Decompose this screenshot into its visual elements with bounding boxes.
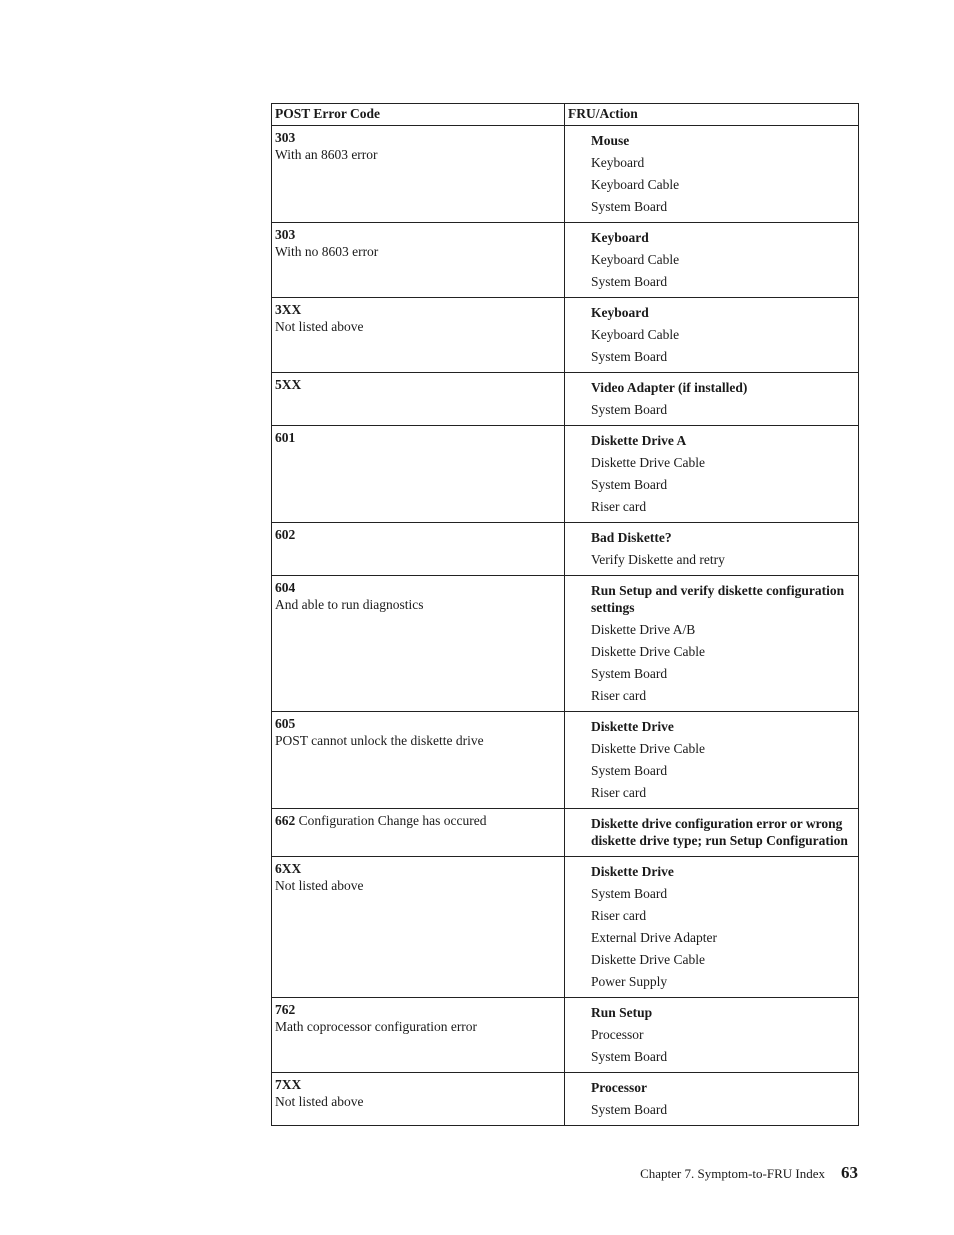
- fru-action-item: Diskette Drive Cable: [591, 952, 705, 967]
- fru-action-item: Riser card: [591, 908, 647, 923]
- error-code-cell: [272, 809, 565, 857]
- error-description: Math coprocessor configuration error: [275, 1019, 478, 1034]
- fru-action-item: Riser card: [591, 688, 647, 703]
- primary-fru-action: Diskette drive configuration error or wrong diskette drive type; run Setup Configuration: [591, 816, 848, 848]
- error-code-cell: [272, 1073, 565, 1126]
- table-row: [272, 712, 859, 809]
- error-description: With an 8603 error: [275, 147, 378, 162]
- fru-action-item: Verify Diskette and retry: [591, 552, 725, 567]
- fru-action-cell: [565, 523, 859, 576]
- error-code: 605: [275, 716, 296, 731]
- table-row: [272, 426, 859, 523]
- header-fru-action: FRU/Action: [565, 104, 859, 126]
- fru-action-item: System Board: [591, 349, 668, 364]
- table-row: [272, 857, 859, 998]
- fru-action-item: Keyboard: [591, 155, 645, 170]
- error-description: With no 8603 error: [275, 244, 379, 259]
- fru-action-cell: [565, 1073, 859, 1126]
- fru-action-cell: [565, 298, 859, 373]
- primary-fru-action: Video Adapter (if installed): [591, 380, 748, 395]
- fru-action-cell: [565, 857, 859, 998]
- error-code-cell: [272, 998, 565, 1073]
- primary-fru-action: Diskette Drive: [591, 864, 674, 879]
- error-description: Configuration Change has occured: [298, 813, 487, 828]
- error-code-cell: [272, 712, 565, 809]
- error-code-cell: [272, 223, 565, 298]
- table-row: [272, 223, 859, 298]
- error-description: POST cannot unlock the diskette drive: [275, 733, 484, 748]
- fru-action-cell: [565, 712, 859, 809]
- fru-action-item: External Drive Adapter: [591, 930, 717, 945]
- fru-action-cell: [565, 576, 859, 712]
- error-description: Not listed above: [275, 319, 364, 334]
- fru-action-item: Diskette Drive A/B: [591, 622, 696, 637]
- table-header-row: [272, 104, 859, 126]
- fru-action-item: System Board: [591, 666, 668, 681]
- fru-action-item: System Board: [591, 402, 668, 417]
- table-row: [272, 298, 859, 373]
- error-code: 601: [275, 430, 296, 445]
- fru-action-item: System Board: [591, 274, 668, 289]
- page-footer: [640, 1163, 858, 1184]
- fru-action-item: Processor: [591, 1027, 644, 1042]
- fru-action-cell: [565, 126, 859, 223]
- error-code: 604: [275, 580, 296, 595]
- primary-fru-action: Keyboard: [591, 230, 649, 245]
- table-row: [272, 809, 859, 857]
- error-code: 6XX: [275, 861, 302, 876]
- fru-action-item: Riser card: [591, 785, 647, 800]
- primary-fru-action: Keyboard: [591, 305, 649, 320]
- fru-action-item: Diskette Drive Cable: [591, 644, 705, 659]
- fru-action-item: Diskette Drive Cable: [591, 741, 705, 756]
- primary-fru-action: Diskette Drive: [591, 719, 674, 734]
- table-body: [272, 126, 859, 1126]
- fru-action-cell: [565, 809, 859, 857]
- table-row: [272, 998, 859, 1073]
- error-description: Not listed above: [275, 1094, 364, 1109]
- table-row: [272, 126, 859, 223]
- error-code: 662: [275, 813, 296, 828]
- fru-action-item: Keyboard Cable: [591, 177, 680, 192]
- error-code-cell: [272, 126, 565, 223]
- error-description: And able to run diagnostics: [275, 597, 424, 612]
- table-row: [272, 576, 859, 712]
- error-code-cell: [272, 373, 565, 426]
- error-code-cell: [272, 576, 565, 712]
- fru-action-item: System Board: [591, 763, 668, 778]
- error-code: 303: [275, 227, 296, 242]
- error-code-cell: [272, 523, 565, 576]
- primary-fru-action: Diskette Drive A: [591, 433, 687, 448]
- error-code-cell: [272, 426, 565, 523]
- fru-action-cell: [565, 426, 859, 523]
- header-post-error-code: POST Error Code: [272, 104, 565, 126]
- table-row: [272, 523, 859, 576]
- page-number: 63: [841, 1163, 858, 1182]
- fru-action-cell: [565, 223, 859, 298]
- error-code: 762: [275, 1002, 296, 1017]
- fru-action-item: Diskette Drive Cable: [591, 455, 705, 470]
- error-code: 5XX: [275, 377, 302, 392]
- table-row: [272, 373, 859, 426]
- fru-action-item: System Board: [591, 1049, 668, 1064]
- fru-action-item: System Board: [591, 1102, 668, 1117]
- fru-action-item: Keyboard Cable: [591, 252, 680, 267]
- primary-fru-action: Mouse: [591, 133, 630, 148]
- fru-action-item: Power Supply: [591, 974, 668, 989]
- error-code: 303: [275, 130, 296, 145]
- fru-action-item: System Board: [591, 199, 668, 214]
- fru-action-item: System Board: [591, 886, 668, 901]
- error-code-cell: [272, 298, 565, 373]
- error-description: Not listed above: [275, 878, 364, 893]
- error-code-cell: [272, 857, 565, 998]
- error-code: 7XX: [275, 1077, 302, 1092]
- fru-action-cell: [565, 373, 859, 426]
- primary-fru-action: Bad Diskette?: [591, 530, 672, 545]
- error-code: 602: [275, 527, 296, 542]
- primary-fru-action: Run Setup and verify diskette configuration settings: [591, 583, 845, 615]
- fru-action-item: System Board: [591, 477, 668, 492]
- chapter-title: Chapter 7. Symptom-to-FRU Index: [640, 1166, 825, 1181]
- fru-action-item: Riser card: [591, 499, 647, 514]
- table-row: [272, 1073, 859, 1126]
- error-code: 3XX: [275, 302, 302, 317]
- fru-action-cell: [565, 998, 859, 1073]
- fru-table: [271, 103, 859, 1126]
- fru-action-item: Keyboard Cable: [591, 327, 680, 342]
- primary-fru-action: Run Setup: [591, 1005, 653, 1020]
- primary-fru-action: Processor: [591, 1080, 647, 1095]
